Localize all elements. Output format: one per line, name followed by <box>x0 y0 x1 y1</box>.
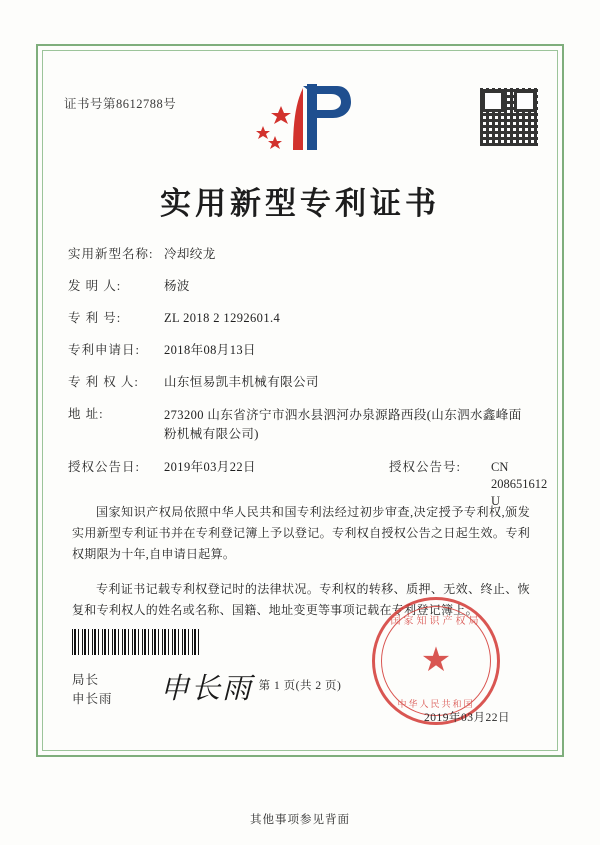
seal-top-text: 国家知识产权局 <box>390 616 482 627</box>
legal-paragraph: 专利证书记载专利权登记时的法律状况。专利权的转移、质押、无效、终止、恢复和专利权人的姓名或名称、国籍、地址变更等事项记载在专利登记簿上。 <box>72 582 530 617</box>
field-row-address <box>68 406 532 444</box>
page-indicator: 第 1 页(共 2 页) <box>258 680 342 692</box>
field-value: 山东恒易凯丰机械有限公司 <box>164 375 319 389</box>
field-label: 专利申请日: <box>68 343 140 357</box>
legal-paragraph: 国家知识产权局依照中华人民共和国专利法经过初步审查,决定授予专利权,颁发实用新型专利证书并在专利登记簿上予以登记。专利权自授权公告之日起生效。专利权期限为十年,自申请日起算。 <box>72 505 530 561</box>
field-row-inventor <box>68 278 532 295</box>
seal-star-icon: ★ <box>420 642 452 679</box>
seal-date: 2019年03月22日 <box>424 712 510 724</box>
field-label: 专 利 号: <box>68 311 122 325</box>
barcode-icon <box>72 629 200 655</box>
qr-code-icon <box>480 88 538 146</box>
field-value: ZL 2018 2 1292601.4 <box>164 311 281 325</box>
field-value-secondary: CN 208651612 U <box>491 460 548 508</box>
field-value: 2019年03月22日 <box>164 460 256 474</box>
field-list <box>68 246 548 525</box>
official-seal <box>372 597 500 725</box>
footer-note: 其他事项参见背面 <box>250 814 350 826</box>
field-label: 实用新型名称: <box>68 247 154 261</box>
field-row-name <box>68 246 532 263</box>
signatory-title: 局长 <box>72 673 100 687</box>
signatory-name: 申长雨 <box>72 692 113 706</box>
field-label: 发 明 人: <box>68 279 122 293</box>
field-value: 273200 山东省济宁市泗水县泗河办泉源路西段(山东泗水鑫峰面粉机械有限公司) <box>164 408 522 441</box>
page-title: 实用新型专利证书 <box>160 186 440 222</box>
field-row-application-date <box>68 342 532 359</box>
field-label: 专 利 权 人: <box>68 375 139 389</box>
seal-bottom-text: 中华人民共和国 <box>397 699 475 709</box>
field-value: 2018年08月13日 <box>164 343 256 357</box>
field-label-secondary: 授权公告号: <box>389 460 461 474</box>
certificate-content <box>42 50 558 751</box>
field-value: 冷却绞龙 <box>164 247 216 261</box>
field-row-patentee <box>68 374 532 391</box>
handwritten-signature: 申长雨 <box>160 671 254 705</box>
field-value: 杨波 <box>164 279 190 293</box>
certificate-number: 证书号第8612788号 <box>64 97 177 111</box>
field-label: 地 址: <box>68 407 104 421</box>
patent-office-emblem-icon <box>245 80 355 158</box>
field-row-patent-number <box>68 310 532 327</box>
field-label: 授权公告日: <box>68 460 140 474</box>
